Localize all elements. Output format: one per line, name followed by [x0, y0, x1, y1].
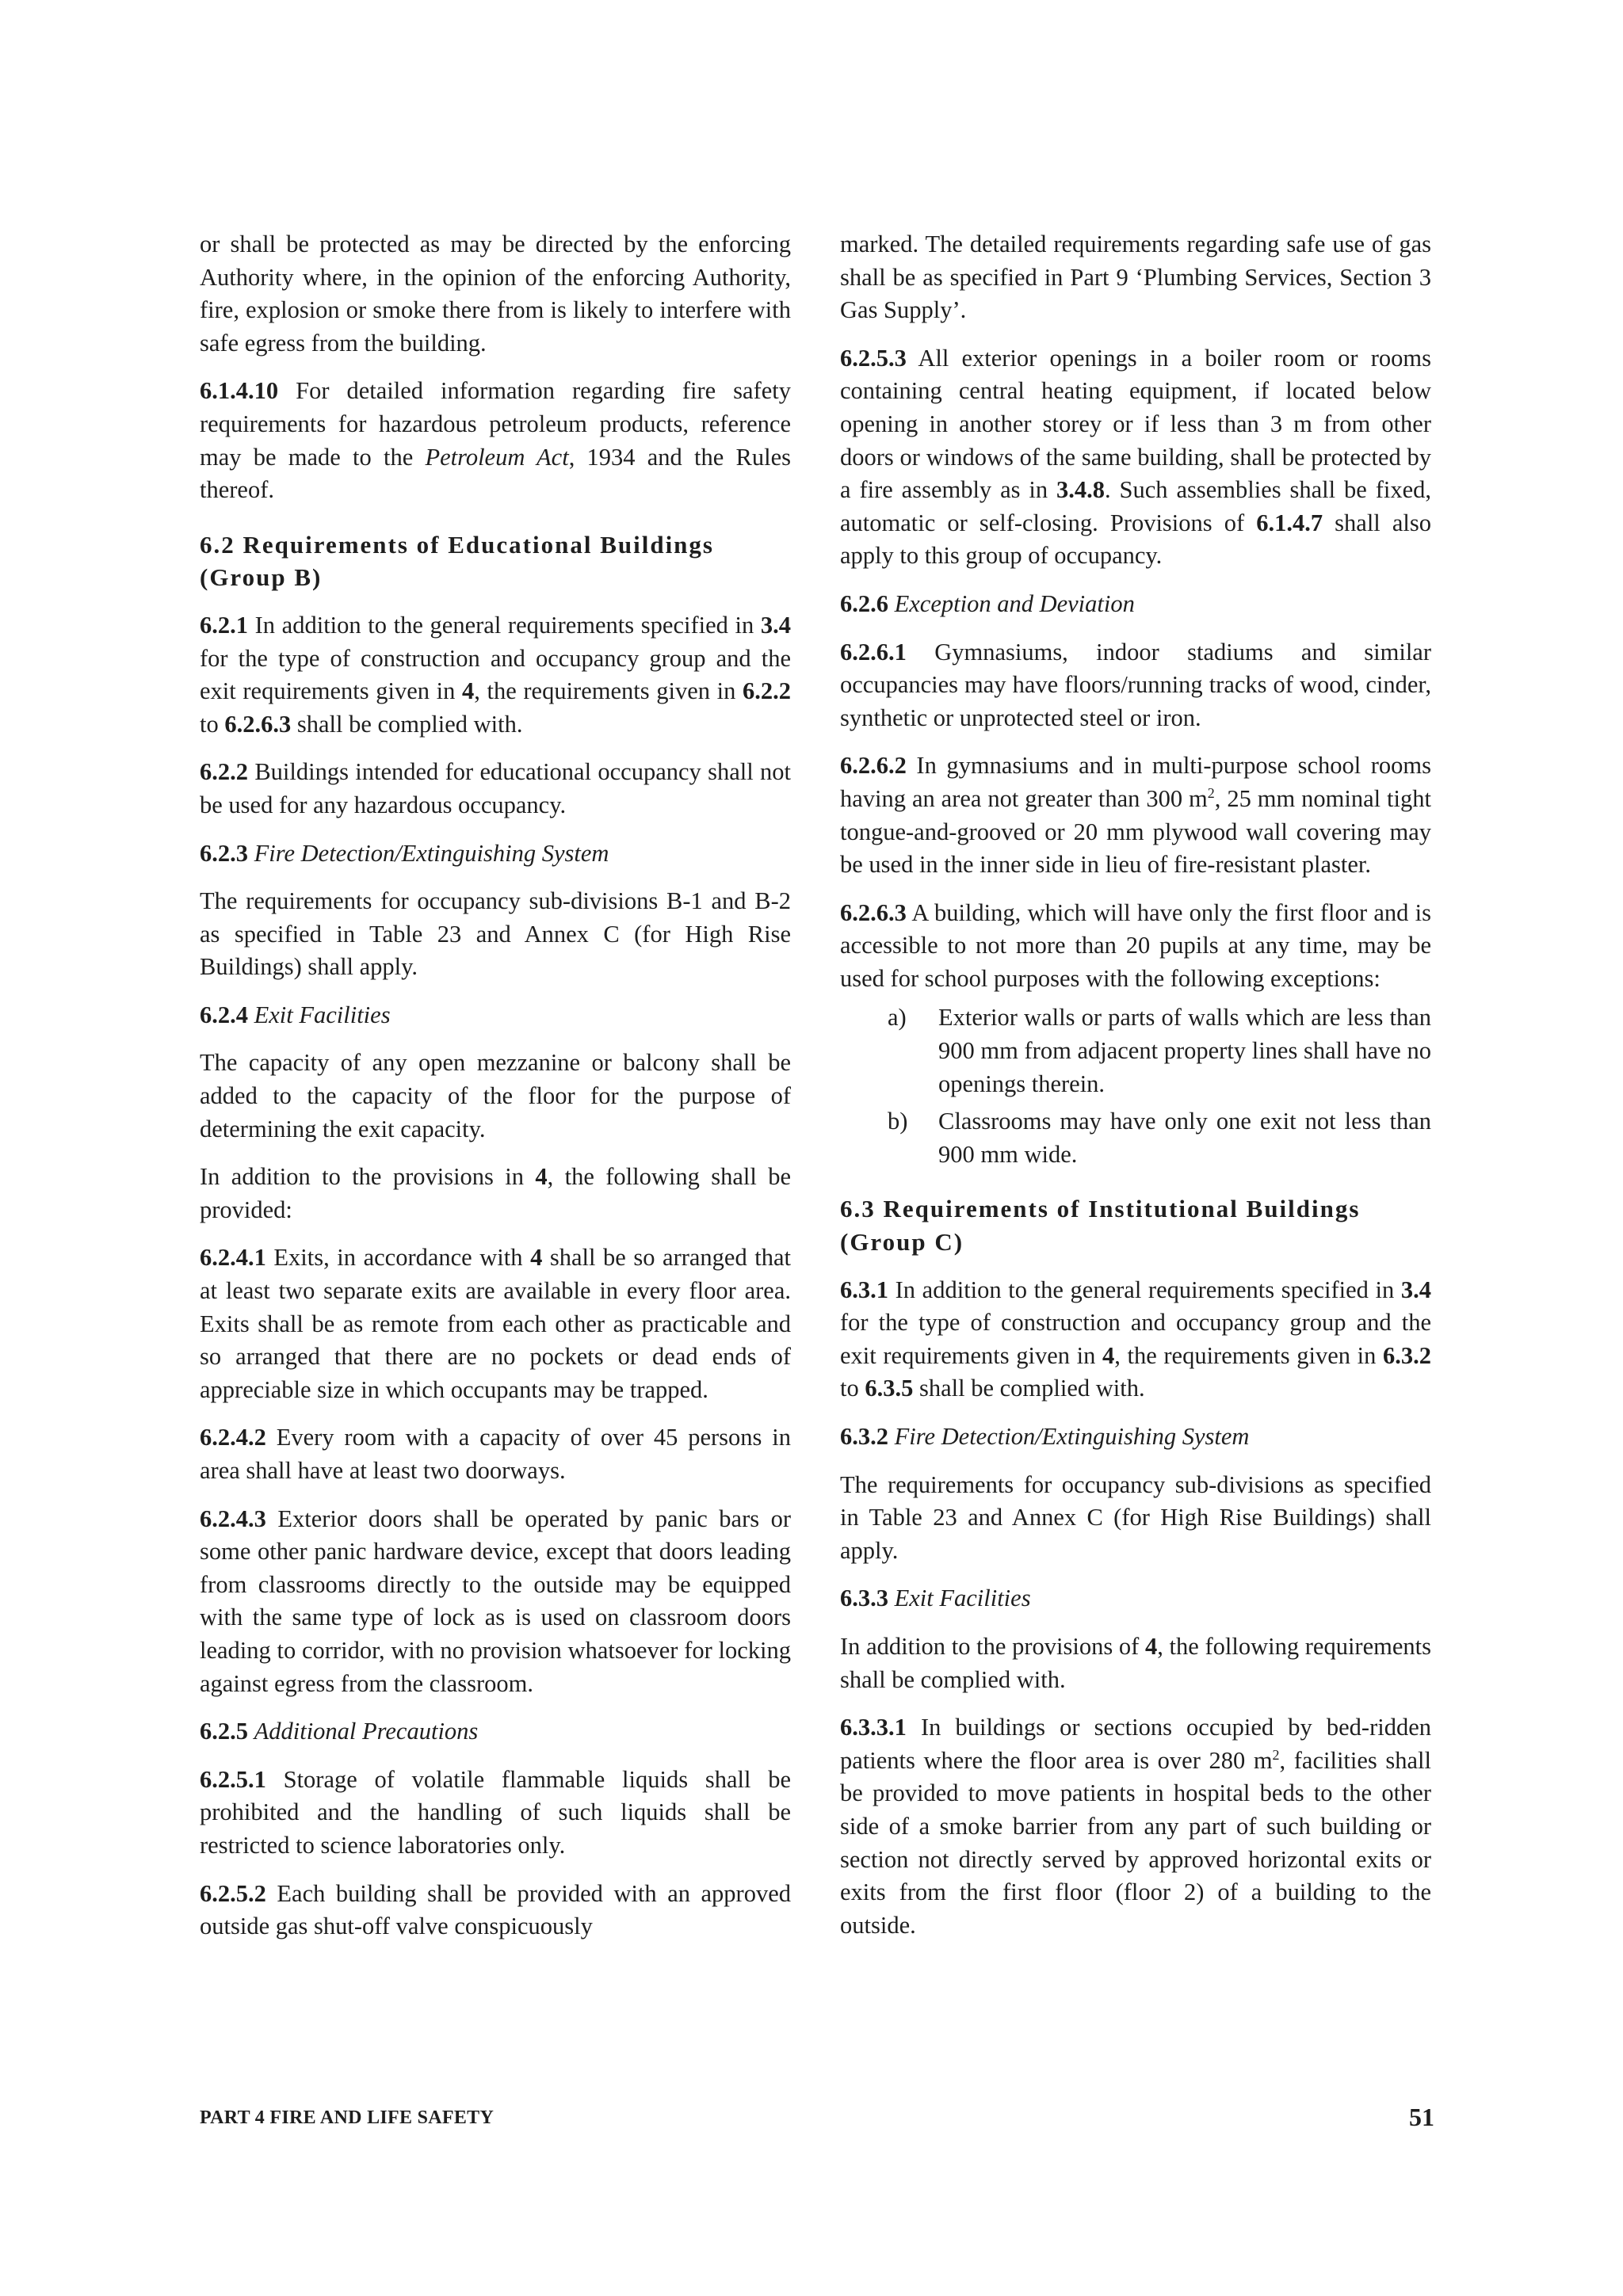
clause-6-2-5-3: 6.2.5.3 All exterior openings in a boiler room or rooms containing central heating equipment, if located below opening in another storey or if less than 3 m from other doors or windows of the same building, shall be protected by a fire assembly as in 3.4.8. Such assemblies shall be fixed, automatic or self-closing. Provisions of 6.1.4.7 shall also apply to this group of occupancy.	[840, 344, 1431, 570]
clause-6-2-6-2: 6.2.6.2 In gymnasiums and in multi-purpose school rooms having an area not greater than 300 $m^2$, 25 mm nominal tight tongue-and-grooved or 20 mm plywood wall covering may be used in the inner side in lieu of fire-resistant plaster.	[840, 752, 1431, 879]
running-footer-title: PART 4 FIRE AND LIFE SAFETY	[200, 2107, 495, 2128]
clause-6-2-4-2: 6.2.4.2 Every room with a capacity of over 45 persons in area shall have at least two doorways.	[200, 1424, 791, 1484]
clause-6-1-4-10: 6.1.4.10 For detailed information regarding fire safety requirements for hazardous petroleum products, reference may be made to the Petroleum Act, 1934 and the Rules thereof.	[200, 377, 791, 504]
clause-6-2-5-2: 6.2.5.2 Each building shall be provided with an approved outside gas shut-off valve conspicuously	[200, 1879, 791, 1940]
clause-6-3-3-1: 6.3.3.1 In buildings or sections occupied by bed-ridden patients where the floor area is over 280 $m^2$, facilities shall be provided to move patients in hospital beds to the other side of a smoke barrier from any part of such building or section not directly served by approved horizontal exits or exits from the first floor (floor 2) of a building to the outside.	[840, 1714, 1431, 1939]
subheading-6-2-6: 6.2.6 Exception and Deviation	[840, 589, 1135, 617]
clause-6-2-2: 6.2.2 Buildings intended for educational occupancy shall not be used for any hazardous occupancy.	[200, 758, 791, 818]
paragraph: The requirements for occupancy sub-divisions as specified in Table 23 and Annex C (for High Rise Buildings) shall apply.	[840, 1470, 1431, 1564]
right-column	[840, 228, 1431, 1957]
section-heading-6-2: 6.2 Requirements of Educational Buildings (Group B)	[200, 530, 714, 592]
page-number: 51	[1409, 2103, 1434, 2131]
clause-6-2-6-1: 6.2.6.1 Gymnasiums, indoor stadiums and similar occupancies may have floors/running tracks of wood, cinder, synthetic or unprotected steel or iron.	[840, 638, 1431, 731]
subheading-6-2-4: 6.2.4 Exit Facilities	[200, 1001, 391, 1028]
clause-6-2-4-3: 6.2.4.3 Exterior doors shall be operated by panic bars or some other panic hardware device, except that doors leading from classrooms directly to the outside may be equipped with the same type of lock as is used on classroom doors leading to corridor, with no provision whatsoever for locking against egress from the classroom.	[200, 1505, 791, 1697]
clause-number: 6.1.4.10	[200, 377, 279, 405]
clause-6-2-1: 6.2.1 In addition to the general requirements specified in 3.4 for the type of construction and occupancy group and the exit requirements given in 4, the requirements given in 6.2.2 to 6.2.6.3 shall be complied with.	[200, 611, 791, 738]
list-item: b) Classrooms may have only one exit not less than 900 mm wide.	[840, 1105, 1431, 1171]
subheading-6-2-5: 6.2.5 Additional Precautions	[200, 1718, 479, 1745]
subheading-6-3-2: 6.3.2 Fire Detection/Extinguishing System	[840, 1423, 1250, 1450]
clause-6-2-6-3: 6.2.6.3 A building, which will have only the first floor and is accessible to not more than 20 pupils at any time, may be used for school purposes with the following exceptions:	[840, 898, 1431, 992]
act-name: Petroleum Act	[425, 443, 569, 471]
paragraph: In addition to the provisions in 4, the following shall be provided:	[200, 1163, 791, 1223]
list-item: a) Exterior walls or parts of walls which are less than 900 mm from adjacent property lines shall have no openings therein.	[840, 1001, 1431, 1100]
clause-6-2-4-1: 6.2.4.1 Exits, in accordance with 4 shall be so arranged that at least two separate exits are available in every floor area. Exits shall be as remote from each other as practicable and so arranged that there are no pockets or dead ends of appreciable size in which occupants may be trapped.	[200, 1244, 792, 1403]
left-column	[200, 228, 791, 1958]
subheading-6-3-3: 6.3.3 Exit Facilities	[840, 1585, 1031, 1612]
paragraph: In addition to the provisions of 4, the following requirements shall be complied with.	[840, 1632, 1431, 1693]
clause-6-2-5-1: 6.2.5.1 Storage of volatile flammable liquids shall be prohibited and the handling of such liquids shall be restricted to science laboratories only.	[200, 1765, 791, 1859]
subheading-6-2-3: 6.2.3 Fire Detection/Extinguishing System	[200, 839, 609, 867]
paragraph: marked. The detailed requirements regarding safe use of gas shall be as specified in Part 9 ‘Plumbing Services, Section 3 Gas Supply’.	[840, 231, 1431, 324]
list-marker: a)	[888, 1004, 907, 1032]
list-marker: b)	[888, 1108, 908, 1135]
paragraph: The requirements for occupancy sub-divisions B-1 and B-2 as specified in Table 23 and Annex C (for High Rise Buildings) shall apply.	[200, 887, 791, 981]
clause-6-3-1: 6.3.1 In addition to the general requirements specified in 3.4 for the type of construction and occupancy group and the exit requirements given in 4, the requirements given in 6.3.2 to 6.3.5 shall be complied with.	[840, 1276, 1431, 1402]
paragraph: The capacity of any open mezzanine or balcony shall be added to the capacity of the floor for the purpose of determining the exit capacity.	[200, 1049, 791, 1142]
paragraph: or shall be protected as may be directed by the enforcing Authority where, in the opinion of the enforcing Authority, fire, explosion or smoke there from is likely to interfere with safe egress from the building.	[200, 231, 791, 357]
exceptions-list	[840, 1001, 1431, 1171]
section-heading-6-3: 6.3 Requirements of Institutional Buildings (Group C)	[840, 1195, 1361, 1257]
